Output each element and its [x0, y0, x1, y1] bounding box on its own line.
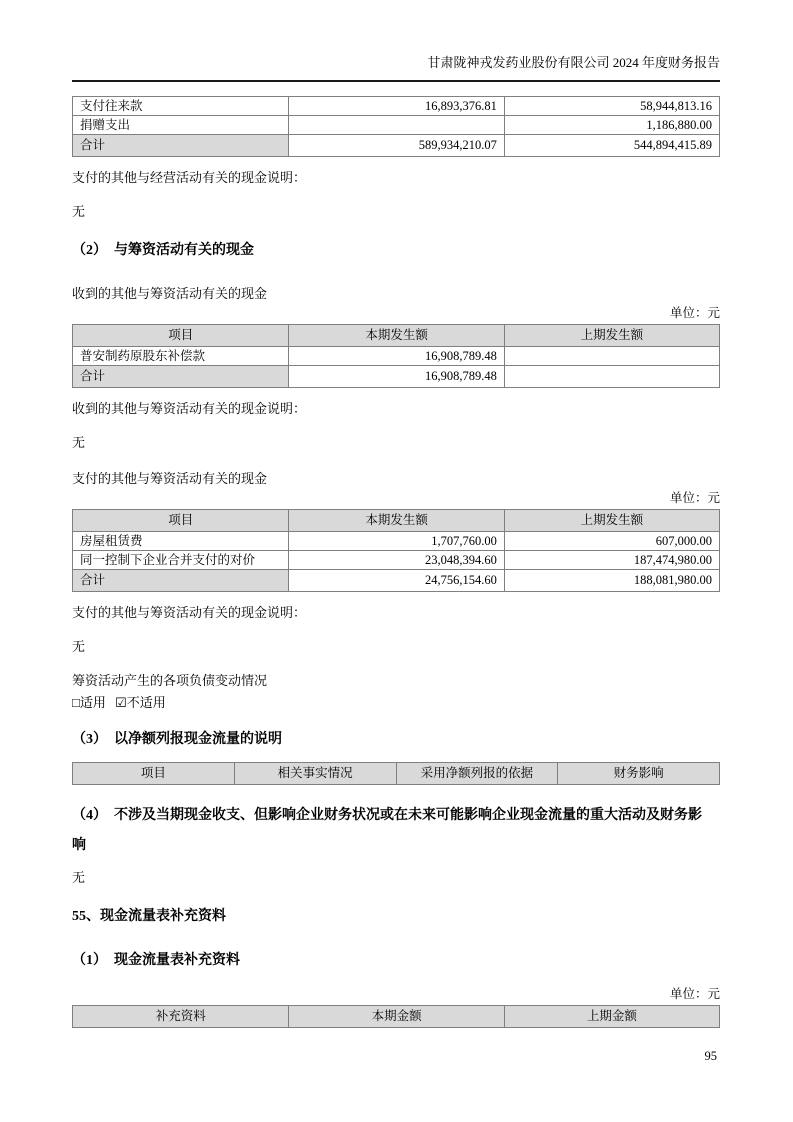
- checkbox-unchecked-applicable: □适用: [72, 695, 106, 710]
- header-row: [73, 1006, 720, 1028]
- total-label-cell: 合计: [73, 570, 289, 592]
- total-label-cell: 合计: [73, 366, 289, 388]
- table-row: [73, 532, 720, 551]
- checkbox-checked-not-applicable: ☑不适用: [115, 695, 166, 710]
- header-row: [73, 325, 720, 347]
- total-label-cell: 合计: [73, 135, 289, 157]
- table-row: [73, 116, 720, 135]
- total-row: [73, 135, 720, 157]
- prior-amount-cell: 187,474,980.00: [504, 551, 719, 570]
- financing-received-table: [72, 324, 720, 388]
- column-header: 项目: [73, 325, 289, 347]
- current-amount-cell: 16,908,789.48: [289, 366, 504, 388]
- none-text: 无: [72, 204, 86, 219]
- section-4-heading: （4） 不涉及当期现金收支、但影响企业财务状况或在未来可能影响企业现金流量的重大活动及财务影响: [72, 808, 702, 853]
- prior-amount-cell: [504, 366, 719, 388]
- section-55-1-heading: （1） 现金流量表补充资料: [72, 953, 240, 968]
- prior-amount-cell: 607,000.00: [504, 532, 719, 551]
- operating-note-text: 支付的其他与经营活动有关的现金说明：: [72, 170, 307, 185]
- operating-other-paid-table: [72, 96, 720, 157]
- paid-intro-text: 支付的其他与筹资活动有关的现金: [72, 471, 268, 486]
- prior-amount-cell: 1,186,880.00: [504, 116, 719, 135]
- current-amount-cell: 24,756,154.60: [289, 570, 504, 592]
- unit-label: 单位：元: [669, 491, 720, 505]
- none-text: 无: [72, 870, 86, 885]
- table-row: [73, 551, 720, 570]
- prior-amount-cell: 544,894,415.89: [504, 135, 719, 157]
- total-row: [73, 366, 720, 388]
- prior-amount-cell: [504, 347, 719, 366]
- column-header: 采用净额列报的依据: [396, 763, 558, 785]
- item-cell: 同一控制下企业合并支付的对价: [73, 551, 289, 570]
- table-row: [73, 97, 720, 116]
- current-amount-cell: 16,908,789.48: [289, 347, 504, 366]
- received-note-text: 收到的其他与筹资活动有关的现金说明：: [72, 401, 307, 416]
- item-cell: 捐赠支出: [73, 116, 289, 135]
- current-amount-cell: 23,048,394.60: [289, 551, 504, 570]
- column-header: 本期金额: [289, 1006, 504, 1028]
- section-55-heading: 55、现金流量表补充资料: [72, 909, 226, 924]
- financing-paid-table: [72, 509, 720, 592]
- prior-amount-cell: 188,081,980.00: [504, 570, 719, 592]
- column-header: 上期金额: [504, 1006, 719, 1028]
- liabilities-change-text: 筹资活动产生的各项负债变动情况: [72, 673, 268, 688]
- current-amount-cell: 1,707,760.00: [289, 532, 504, 551]
- supplementary-info-table: [72, 1005, 720, 1028]
- current-amount-cell: 589,934,210.07: [289, 135, 504, 157]
- current-amount-cell: [289, 116, 504, 135]
- header-row: [73, 763, 720, 785]
- column-header: 财务影响: [558, 763, 720, 785]
- column-header: 上期发生额: [504, 510, 719, 532]
- column-header: 本期发生额: [289, 325, 504, 347]
- section-3-heading: （3） 以净额列报现金流量的说明: [72, 732, 282, 747]
- none-text: 无: [72, 435, 86, 450]
- column-header: 项目: [73, 510, 289, 532]
- net-presentation-table: [72, 762, 720, 785]
- total-row: [73, 570, 720, 592]
- prior-amount-cell: 58,944,813.16: [504, 97, 719, 116]
- unit-label: 单位：元: [669, 987, 720, 1001]
- unit-label: 单位：元: [669, 306, 720, 320]
- item-cell: 普安制药原股东补偿款: [73, 347, 289, 366]
- applicability-line: [72, 695, 720, 711]
- item-cell: 房屋租赁费: [73, 532, 289, 551]
- section-2-heading: （2） 与筹资活动有关的现金: [72, 243, 254, 258]
- column-header: 补充资料: [73, 1006, 289, 1028]
- paid-note-text: 支付的其他与筹资活动有关的现金说明：: [72, 605, 307, 620]
- current-amount-cell: 16,893,376.81: [289, 97, 504, 116]
- none-text: 无: [72, 639, 86, 654]
- header-row: [73, 510, 720, 532]
- table-row: [73, 347, 720, 366]
- report-header-title: 甘肃陇神戎发药业股份有限公司 2024 年度财务报告: [72, 52, 720, 82]
- column-header: 上期发生额: [504, 325, 719, 347]
- column-header: 项目: [73, 763, 235, 785]
- column-header: 相关事实情况: [234, 763, 396, 785]
- page-number: 95: [704, 1049, 717, 1063]
- item-cell: 支付往来款: [73, 97, 289, 116]
- column-header: 本期发生额: [289, 510, 504, 532]
- received-intro-text: 收到的其他与筹资活动有关的现金: [72, 286, 268, 301]
